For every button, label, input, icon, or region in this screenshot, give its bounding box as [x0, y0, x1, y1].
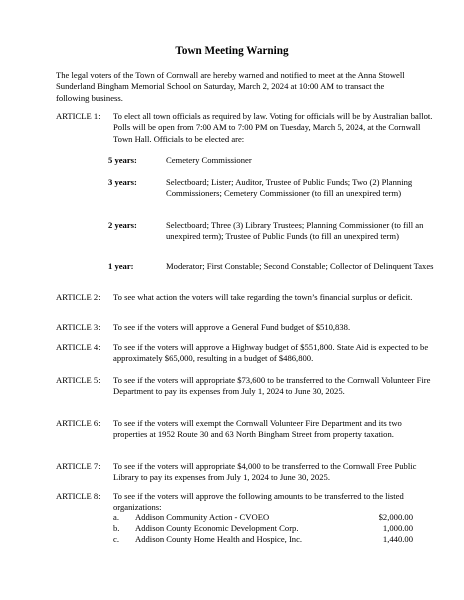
article-text: To see what action the voters will take regarding the town’s financial surplus or deficit. — [113, 292, 413, 302]
intro-paragraph: The legal voters of the Town of Cornwall are hereby warned and notified to meet at the Anna Stowell Sunderland Bingham Memorial School on Saturday, March 2, 2024 at 10:00 AM to transact the following business. — [56, 70, 405, 103]
article-label: ARTICLE 3: — [56, 322, 101, 332]
allocation-amount: 1,000.00 — [382, 523, 413, 533]
article-6 — [56, 418, 440, 441]
term-5-years — [108, 155, 438, 166]
article-3 — [56, 322, 440, 333]
article-label: ARTICLE 7: — [56, 461, 101, 471]
document-title: Town Meeting Warning — [175, 45, 289, 57]
term-offices: Selectboard; Lister; Auditor, Trustee of Public Funds; Two (2) Planning Commissioners; Cemetery Commissioner (to fill an unexpired term) — [166, 177, 413, 199]
term-offices: Cemetery Commissioner — [166, 155, 252, 165]
article-1 — [56, 111, 440, 145]
term-2-years — [108, 220, 438, 243]
allocation-amount: 1,440.00 — [382, 534, 413, 544]
article-text: To elect all town officials as required by law. Voting for officials will be by Australian ballot. Polls will be open from 7:00 AM to 7:00 PM on Tuesday, March 5, 2024, at the Cornwall Town Hall. Officials to be elected are: — [113, 111, 433, 144]
allocation-letter: b. — [113, 523, 120, 533]
article-text: To see if the voters will approve the following amounts to be transferred to the listed organizations: — [113, 491, 404, 513]
article-text: To see if the voters will approve a General Fund budget of $510,838. — [113, 322, 351, 332]
allocation-amount: $2,000.00 — [378, 512, 413, 522]
article-text: To see if the voters will approve a Highway budget of $551,800. State Aid is expected to be approximately $65,000, resulting in a budget of $486,800. — [113, 342, 429, 364]
allocation-org: Addison County Economic Development Corp. — [135, 523, 299, 533]
article-text: To see if the voters will exempt the Cornwall Volunteer Fire Department and its two properties at 1952 Route 30 and 63 North Bingham Street from property taxation. — [113, 418, 402, 440]
term-years: 1 year: — [108, 261, 134, 271]
article-5 — [56, 375, 440, 398]
allocation-letter: c. — [113, 534, 119, 544]
article-label: ARTICLE 1: — [56, 111, 101, 121]
article-2 — [56, 292, 440, 303]
article-label: ARTICLE 6: — [56, 418, 101, 428]
article-label: ARTICLE 2: — [56, 292, 101, 302]
article-7 — [56, 461, 440, 484]
allocation-org: Addison County Home Health and Hospice, Inc. — [135, 534, 303, 544]
term-offices: Selectboard; Three (3) Library Trustees; Planning Commissioner (to fill an unexpired term); Trustee of Public Funds (to fill an unexpired term) — [166, 220, 424, 242]
article-text: To see if the voters will appropriate $73,600 to be transferred to the Cornwall Volunteer Fire Department to pay its expenses from July 1, 2024 to June 30, 2025. — [113, 375, 431, 397]
term-years: 5 years: — [108, 155, 137, 165]
article-label: ARTICLE 5: — [56, 375, 101, 385]
article-label: ARTICLE 4: — [56, 342, 101, 352]
article-4 — [56, 342, 440, 365]
term-1-year — [108, 261, 438, 272]
term-offices: Moderator; First Constable; Second Constable; Collector of Delinquent Taxes — [166, 261, 434, 271]
article-8 — [56, 491, 440, 514]
article-label: ARTICLE 8: — [56, 491, 101, 501]
allocation-org: Addison Community Action - CVOEO — [135, 512, 270, 522]
term-years: 3 years: — [108, 177, 137, 187]
term-3-years — [108, 177, 438, 200]
article-text: To see if the voters will appropriate $4,000 to be transferred to the Cornwall Free Public Library to pay its expenses from July 1, 2024 to June 30, 2025. — [113, 461, 417, 483]
allocation-letter: a. — [113, 512, 119, 522]
term-years: 2 years: — [108, 220, 137, 230]
